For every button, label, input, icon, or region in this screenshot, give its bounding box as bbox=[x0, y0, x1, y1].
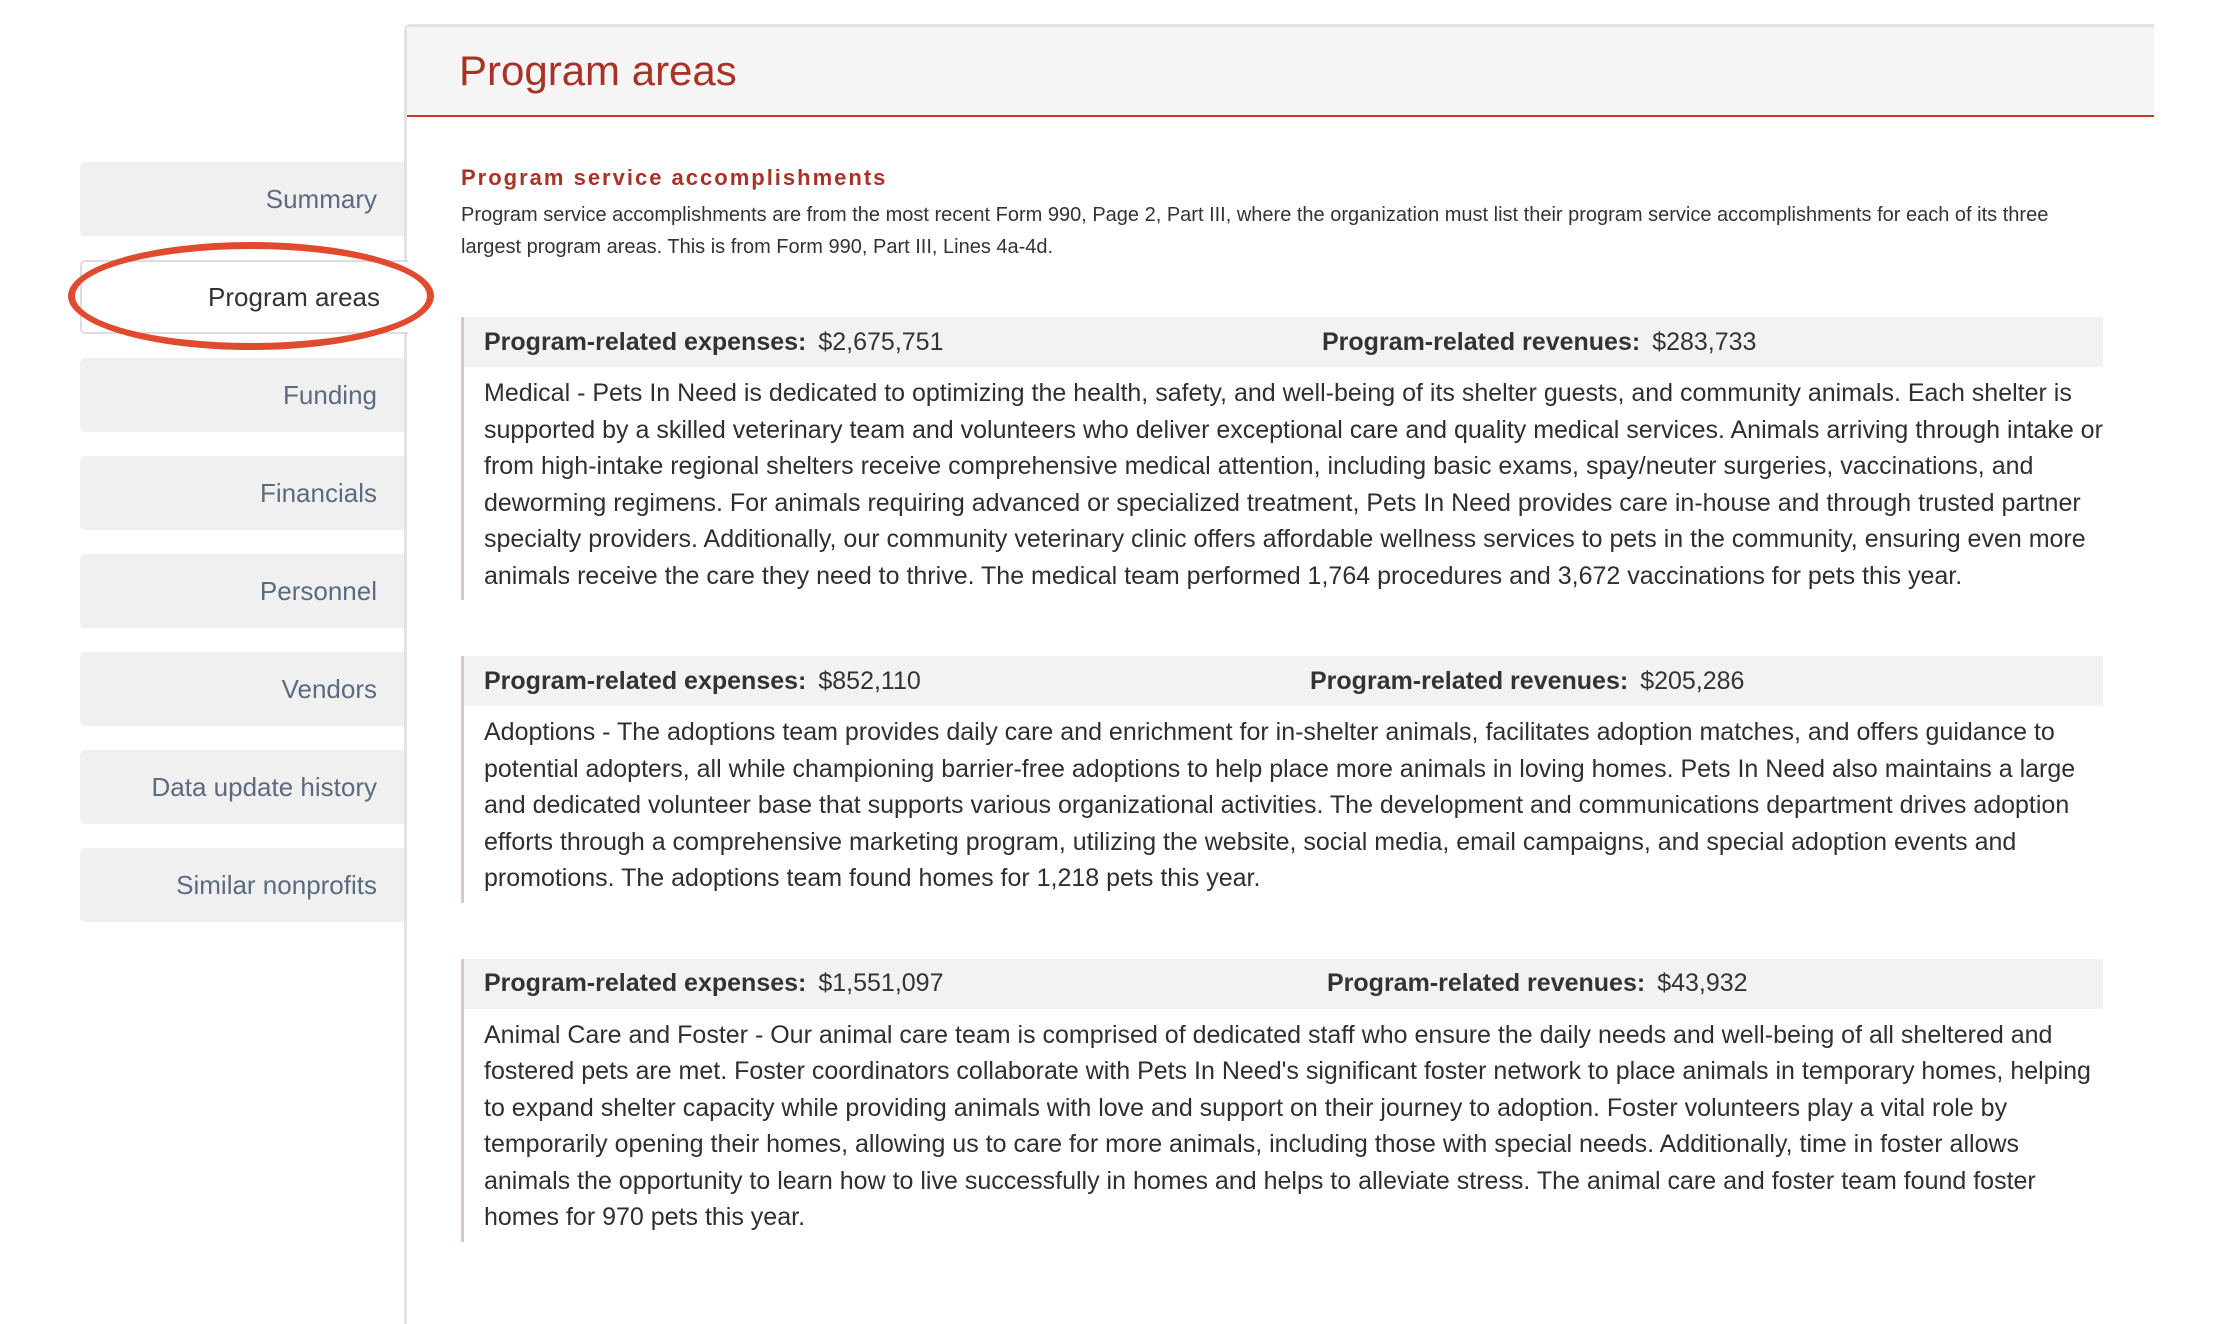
program-list bbox=[461, 317, 2103, 1242]
revenues-value: $283,733 bbox=[1652, 327, 1757, 356]
sidebar-item-similar-nonprofits[interactable] bbox=[80, 848, 405, 922]
sidebar-item-label: Summary bbox=[265, 183, 377, 214]
sidebar-item-summary[interactable] bbox=[80, 162, 405, 236]
expenses-label: Program-related expenses: bbox=[484, 666, 807, 695]
sidebar-item-data-update-history[interactable] bbox=[80, 750, 405, 824]
program-metrics-bar bbox=[464, 959, 2103, 1009]
page-title: Program areas bbox=[459, 47, 737, 94]
revenues-label: Program-related revenues: bbox=[1310, 666, 1629, 695]
expenses-value: $1,551,097 bbox=[818, 969, 944, 997]
revenues-label: Program-related revenues: bbox=[1327, 969, 1646, 997]
program-card bbox=[461, 317, 2103, 600]
revenues-value: $205,286 bbox=[1640, 666, 1745, 695]
program-revenues bbox=[1327, 969, 1748, 998]
sidebar-item-vendors[interactable] bbox=[80, 652, 405, 726]
sidebar-item-funding[interactable] bbox=[80, 358, 405, 432]
revenues-value: $43,932 bbox=[1657, 969, 1748, 997]
program-description: Medical - Pets In Need is dedicated to optimizing the health, safety, and well-being of its shelter guests, and community animals. Each shelter is supported by a skilled veterinary team and volunteers who deliver exceptional care and quality medical services. Animals arriving through intake or from high-intake regional shelters receive comprehensive medical attention, including basic exams, spay/neuter surgeries, vaccinations, and deworming regimens. For animals requiring advanced or specialized treatment, Pets In Need provides care in-house and through trusted partner specialty providers. Additionally, our community veterinary clinic offers affordable wellness services to pets in the community, ensuring even more animals receive the care they need to thrive. The medical team performed 1,764 procedures and 3,672 vaccinations for pets this year. bbox=[484, 379, 2103, 590]
sidebar-item-label: Program areas bbox=[208, 281, 380, 312]
sidebar-item-label: Vendors bbox=[281, 673, 377, 704]
revenues-label: Program-related revenues: bbox=[1322, 327, 1641, 356]
sidebar-item-personnel[interactable] bbox=[80, 554, 405, 628]
program-description: Adoptions - The adoptions team provides daily care and enrichment for in-shelter animals, facilitates adoption matches, and offers guidance to potential adopters, all while championing barrier-free adoptions to help place more animals in loving homes. Pets In Need also maintains a large and dedicated volunteer base that supports various organizational activities. The development and communications department drives adoption efforts through a comprehensive marketing program, utilizing the website, social media, email campaigns, and special adoption events and promotions. The adoptions team found homes for 1,218 pets this year. bbox=[484, 718, 2076, 892]
section-heading: Program service accomplishments bbox=[461, 165, 888, 190]
main-panel bbox=[404, 24, 2154, 1324]
program-card bbox=[461, 656, 2103, 903]
program-areas-section bbox=[407, 117, 2103, 1242]
program-card bbox=[461, 959, 2103, 1242]
expenses-value: $852,110 bbox=[818, 666, 921, 695]
expenses-value: $2,675,751 bbox=[818, 327, 944, 356]
sidebar-item-label: Financials bbox=[259, 477, 377, 508]
sidebar-item-label: Similar nonprofits bbox=[176, 869, 377, 900]
program-expenses bbox=[484, 667, 1310, 696]
expenses-label: Program-related expenses: bbox=[484, 969, 807, 997]
program-revenues bbox=[1310, 667, 1744, 696]
sidebar-item-financials[interactable] bbox=[80, 456, 405, 530]
program-expenses bbox=[484, 328, 1322, 357]
program-expenses bbox=[484, 969, 1327, 998]
expenses-label: Program-related expenses: bbox=[484, 327, 807, 356]
program-description: Animal Care and Foster - Our animal care team is comprised of dedicated staff who ensure the daily needs and well-being of all sheltered and fostered pets are met. Foster coordinators collaborate with Pets In Need's significant foster network to place animals in temporary homes, helping to expand shelter capacity while providing animals with love and support on their journey to adoption. Foster volunteers play a vital role by temporarily opening their homes, allowing us to care for more animals, including those with special needs. Additionally, time in foster allows animals the opportunity to learn how to live successfully in homes and helps to alleviate stress. The animal care and foster team found foster homes for 970 pets this year. bbox=[484, 1020, 2091, 1231]
sidebar-item-program-areas[interactable] bbox=[80, 260, 408, 334]
panel-header bbox=[407, 27, 2154, 117]
program-revenues bbox=[1322, 328, 1756, 357]
sidebar-item-label: Personnel bbox=[259, 575, 377, 606]
program-metrics-bar bbox=[464, 656, 2103, 706]
sidebar-nav bbox=[80, 162, 405, 946]
section-description: Program service accomplishments are from the most recent Form 990, Page 2, Part III, where the organization must list their program service accomplishments for each of its three largest program areas. This is from Form 990, Part III, Lines 4a-4d. bbox=[461, 204, 2049, 258]
sidebar-item-label: Funding bbox=[283, 379, 377, 410]
sidebar-item-label: Data update history bbox=[151, 771, 377, 802]
program-metrics-bar bbox=[464, 317, 2103, 367]
